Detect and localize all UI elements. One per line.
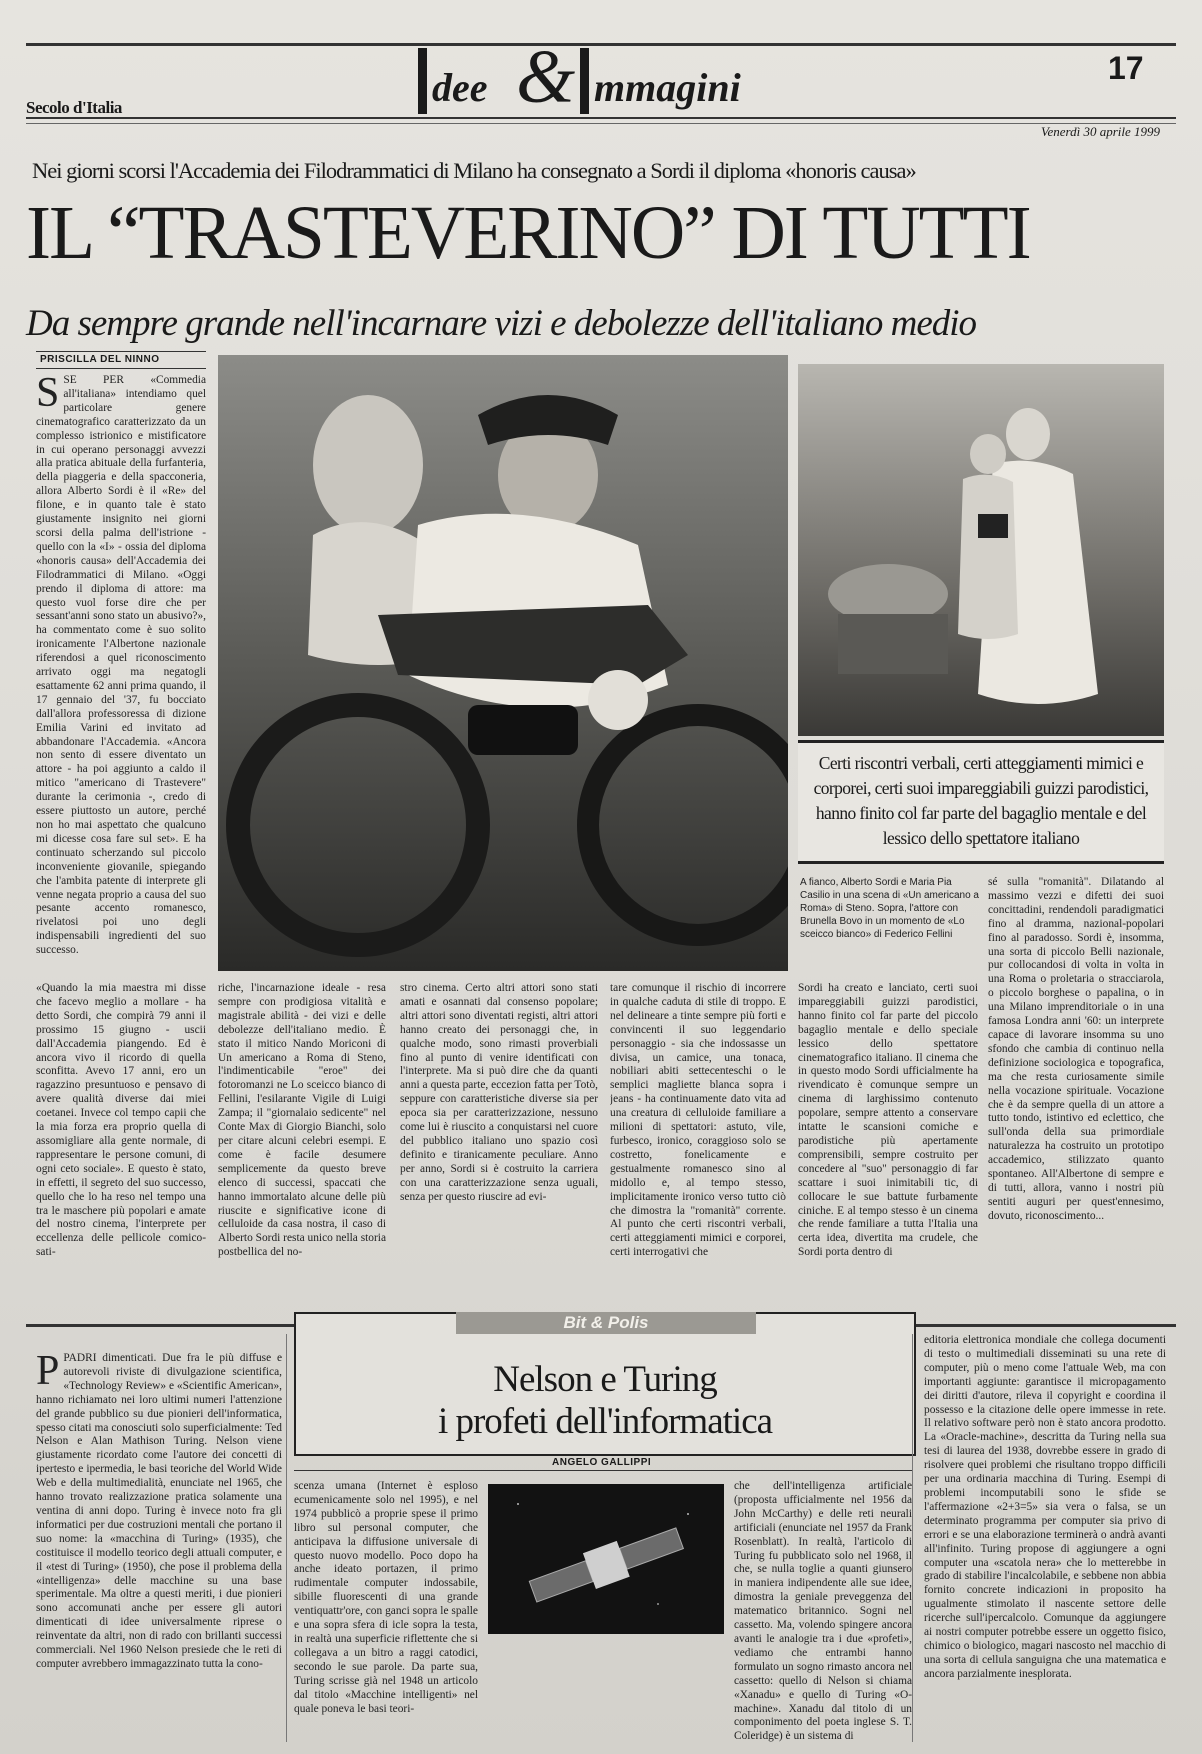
article-subhead: Da sempre grande nell'incarnare vizi e debolezze dell'italiano medio [26,303,977,344]
article-headline: IL “TRASTEVERINO” DI TUTTI [26,191,1030,275]
article-kicker: Nei giorni scorsi l'Accademia dei Filodrammatici di Milano ha consegnato a Sordi il diploma «honoris causa» [32,158,916,183]
sidebar-header-box [294,1312,916,1456]
motorcycle-scene-icon [218,355,788,971]
article-column-7-text: sé sulla "romanità". Dilatando al massimo vezzi e difetti dei suoi concittadini, rendendoli paradigmatici fino al dramma, nazional-popolari fino al paradosso. Sordi è, insomma, una sorta di piccolo Belli nazionale, pur collocandosi di volta in volta in una Roma o proletaria o stracciarola, o piccolo borghese o papalina, o in una Milano imprenditoriale o in una famosa Londra anni '60: un interprete capace di lavorare insomma su uno sfondo che cambia di continuo nella definizione sociologica e topografica, ma che resta curiosamente simile nella vocazione spirituale. Vocazione che è da sempre quella di un attore a tutto tondo, istintivo ed eclettico, che sull'onda della sua primordiale naturalezza ha costruito un prototipo accademico, stilizzato quanto spontaneo. All'Albertone di sempre e di tutti, allora, vanno i nostri più sentiti auguri per quest'ennesimo, dovuto, riconoscimento... [988,876,1164,1222]
section-bar-left [418,48,427,114]
byline-rule-bottom [36,368,206,369]
sidebar-column-3-text: che dell'intelligenza artificiale (proposta ufficialmente nel 1956 da John McCarthy) e delle reti neurali artificiali (enunciate nel 1957 da Frank Rosenblatt). In realtà, l'articolo di Turing fu pubblicato solo nel 1968, il che, se nulla toglie a quanti giunsero in maniera indipendente alle sue idee, dimostra la geniale preveggenza del matematico britannico. Sogni nel cassetto. Ma, volendo spingere ancora avanti le analogie tra i due «profeti», vediamo che entrambi hanno formulato un sogno rimasto ancora nel cassetto: quello di Nelson si chiama «Xanadu» e quello di Turing «O-machine». Xanadu dal titolo di un componimento del poeta inglese S. T. Coleridge) è un sistema di [734,1480,912,1742]
article-column-1 [36,374,206,974]
sidebar-column-3 [734,1480,912,1742]
sidebar-headline-1: Nelson e Turing [493,1359,717,1400]
photo-caption [800,876,980,972]
article-column-3 [218,982,386,1282]
section-bar-right [580,48,589,114]
photo-caption-text: A fianco, Alberto Sordi e Maria Pia Casilio in una scena di «Un americano a Roma» di Steno. Sopra, l'attore con Brunella Bovo in un momento de «Lo sceicco bianco» di Federico Fellini [800,877,979,940]
page-number: 17 [1108,50,1144,86]
article-column-4-text: stro cinema. Certo altri attori sono stati amati e osannati dal consenso popolare; altri attori sono diventati registi, altri attori hanno creato dei personaggi che, in qualche modo, sono rimasti proverbiali fino al punto di venire identificati con l'interprete. Ma si può dire che da quanti anni a questa parte, eccezion fatta per Totò, seppure con caratteristiche diverse sia per epoca sia per caratterizzazione, nessuno come lui è riuscito a conquistarsi nel cuore del pubblico italiano uno spazio così definito e tiranicamente peculiare. Anno per anno, Sordi si è costruito la carriera con una caratterizzazione senza uguali, senza per questo riuscire ad evi- [400,982,598,1203]
dropcap: S [36,374,60,416]
secondary-photo [798,364,1164,736]
sidebar-rubric: Bit & Polis [456,1312,756,1334]
article-column-4 [400,982,598,1282]
byline-rule-top [36,351,206,352]
sidebar-column-4 [924,1334,1166,1742]
article-column-5 [610,982,786,1282]
issue-date: Venerdì 30 aprile 1999 [1040,124,1160,139]
article-column-6-text: Sordi ha creato e lanciato, certi suoi impareggiabili guizzi parodistici, hanno finito col far parte del piccolo bagaglio mentale e dello speciale lessico dello spettatore cinematografico italiano. Il cinema che in questo modo Sordi ufficialmente ha rivendicato è comunque sempre un cinema di larghissimo contenuto popolare, sempre attento a conservare intatte le scansioni comiche e parodistiche più apertamente comprensibili, sempre costruito per concedere al "suo" personaggio di far scattare i suoi inimitabili tic, di collocare le sue battute furbamente ciniche. E al tempo stesso è un cinema che rende familiare a tutta l'Italia una certa idea, divertita ma crudele, che Sordi porta dentro di [798,982,978,1259]
article-column-1-text: SE PER «Commedia all'italiana» intendiamo quel particolare genere cinematografico caratterizzato da un complesso istrionico e mistificatore in cui operano personaggi avvezzi alla pratica abituale della furfanteria, della piaggeria e della spacconeria, allora Alberto Sordi è il «Re» del filone, e in quanto tale è stato giustamente insignito nei giorni scorsi della palma dell'istrione - quello con la «I» - ossia del diploma «honoris causa» dell'Accademia dei Filodrammatici di Milano. «Oggi prendo il diploma di attore: ma questo vuol forse dire che per sessant'anni sono stato un abusivo?», ha commentato come è suo solito ironicamente l'Albertone nazionale riferendosi a quel riconoscimento arrivato oggi ma negatogli esattamente 62 anni prima quando, il 17 gennaio del '37, fu bocciato dall'allora professoressa di dizione Emilia Varini ed invitato ad abbandonare l'Accademia. «Ancora non sento di essere diventato un attore - ha poi aggiunto a caldo il mitico "americano di Trastevere" durante la cerimonia -, credo di essere piuttosto un autore, perché non ho mai aspettato che qualcuno mi dicesse cosa fare sul set». E ha continuato scherzando sul piccolo inconveniente giovanile, spiegando che l'ambita patente di interprete gli venne negata proprio a causa del suo pesante accento romanesco, rivelatosi poi uno degli indispensabili ingredienti del suo successo. [36,374,206,957]
pull-quote: Certi riscontri verbali, certi atteggiamenti mimici e corporei, certi suoi impareggiabili guizzi parodistici, hanno finito col far parte del bagaglio mentale e del lessico dello spettatore italiano [813,753,1149,848]
sidebar-column-1-text: PADRI dimenticati. Due fra le più diffuse e autorevoli riviste di divulgazione scientifica, «Technology Review» e «Scientific American», hanno richiamato nei loro ultimi numeri l'attenzione del grande pubblico su due pionieri dell'informatica, spesso citati ma conosciuti solo superficialmente: Ted Nelson e Alan Mathison Turing. Nelson viene giustamente ricordato come l'autore dei concetti di ipertesto e ipermedia, le basi teoriche del World Wide Web e della multimedialità, enunciate nel 1965, che hanno trovato realizzazione pratica solamente una ventina di anni dopo. Turing è invece noto fra gli informatici per due costruzioni mentali che portano il suo nome: la «macchina di Turing» (1935), che costituisce il modello teorico degli attuali computer, e il «test di Turing» (1950), che pose il problema della «intelligenza» delle macchine su una base sperimentale. Ma oltre a questi meriti, i due pionieri sono accomunati anche per essere gli autori dimenticati di idee universalmente riprese o reinventate da altri, non di rado con brillanti successi commerciali. Nel 1960 Nelson presiede che le reti di computer avrebbero immagazzinato tutta la cono- [36,1352,282,1670]
film-scene-icon [798,364,1164,736]
sidebar-dropcap: P [36,1352,60,1394]
sidebar-headline-2: i profeti dell'informatica [437,1401,773,1442]
sidebar-byline-rule [294,1470,912,1471]
paper-name: Secolo d'Italia [26,98,122,117]
sidebar-column-1 [36,1352,282,1742]
article-column-7 [988,876,1164,1282]
article-column-2 [36,982,206,1282]
article-column-2-text: «Quando la mia maestra mi disse che facevo meglio a mollare - ha detto Sordi, che compirà 79 anni il prossimo 15 giugno - uscii dall'Accademia piangendo. Ed è ancora vivo il ricordo di quella sconfitta. Avevo 17 anni, ero un ragazzino presuntuoso e pensavo di avere qualità diverse dai miei coetanei. Invece col tempo capii che la mia forza era proprio quella di assomigliare alla gente normale, di rappresentare le persone comuni, di ogni ceto sociale». E questo è stato, in effetti, il segreto del suo successo, quello che lo ha reso nel tempo una tra le maschere più popolari e amate del nostro cinema, l'interprete per eccellenza delle pellicole comico-sati- [36,982,206,1259]
sidebar-column-2 [294,1480,478,1742]
article-column-3-text: riche, l'incarnazione ideale - resa sempre con prodigiosa vitalità e magistrale abilità - dei vizi e delle debolezze dell'italiano medio. È stato il mitico Nando Moriconi di Un americano a Roma di Steno, l'indimenticabile "eroe" dei fotoromanzi ne Lo sceicco bianco di Fellini, l'esilarante Vigile di Luigi Zampa; il "giornalaio sedicente" nel Conte Max di Giorgio Bianchi, solo per citare alcuni celebri esempi. E come è facile desumere semplicemente da questo breve elenco di successi, spaccati che hanno immortalato alcune delle più riuscite e significative icone di celluloide da casa nostra, il caso di Alberto Sordi resta unico nella storia postbellica del no- [218,982,386,1259]
sidebar-column-rule [912,1334,913,1742]
sidebar-byline: ANGELO GALLIPPI [552,1457,652,1468]
article-byline: PRISCILLA DEL NINNO [40,354,160,365]
article-column-6 [798,982,978,1282]
sidebar-column-2-text: scenza umana (Internet è esploso ecumenicamente solo nel 1995), e nel 1974 pubblicò a proprie spese il primo libro sul personal computer, che anticipava la diffusione universale di questo nuovo modello. Poco dopo ha anche ideato portazen, il primo rudimentale computer indossabile, sibille fluorescenti di una grande ventiquattr'ore, con ganci sopra le spalle e una sopra sfera di icle sopra la testa, in realtà una superficie riflettente che si collegava a un bitro a raggi catodici, secondo le sue parole. Da parte sua, Turing scrisse già nel 1948 un articolo dal titolo «Macchine intelligenti» nel quale poneva le basi teori- [294,1480,478,1715]
article-column-5-text: tare comunque il rischio di incorrere in qualche caduta di stile di troppo. E nel delineare a tinte sempre più forti e convincenti il suo leggendario personaggio - sia che indossasse un divisa, un camice, una tonaca, nobiliari abiti settecenteschi o le semplici magliette blanca sopra i jeans - ha continuamente dato vita ad una creatura di celluloide familiare a milioni di spettatori: astuto, vile, furbesco, ironico, coraggioso solo se costretto, fonelicamente e gestualmente romanesco sino al midollo e, al tempo stesso, implicitamente ironico verso tutto ciò che dimostra la "romanità" corrente. Al punto che certi riscontri verbali, certi atteggiamenti mimici e corporei, certi interrogativi che [610,982,786,1259]
satellite-icon [488,1484,724,1634]
section-word-1: dee [432,65,488,110]
sidebar-column-rule-left [286,1334,287,1742]
satellite-photo [488,1484,724,1634]
section-word-2: mmagini [594,65,741,110]
pull-quote-box [798,740,1164,864]
section-ampersand: & [516,35,576,119]
sidebar-column-4-text: editoria elettronica mondiale che collega documenti di testo o multimediali disseminati su una rete di computer, più o meno come l'attuale Web, ma con importanti aggiunte: garantisce il micropagamento dei diritti d'autore, rileva il copyright e coordina il possesso e la citazione delle opere immesse in rete. Il relativo software però non è stato ancora prodotto. La «Oracle-machine», descritta da Turing nella sua tesi di laurea del 1938, dovrebbe essere in grado di risolvere quei problemi che risultano troppo difficili per una ordinaria macchina di Turing. Esempi di problemi incomputabili sono le sfide se l'affermazione «2+3=5» sia vera o falsa, se un determinato programma per computer sia privo di errori e se una elaborazione terminerà o andrà avanti all'infinito. Turing propose di aggiungere a ogni computer una «scatola nera» che lo metterebbe in grado di stabilire l'incalcolabile, e sebbene non abbia fornito concrete indicazioni in proposito ha ugualmente stimolato il nascente settore delle ricerche sull'ipercalcolo. Comunque da aggiungere ai nostri computer potrebbe essere un oggetto fisico, chimico o biologico, magari nascosto nel macchio di una sorta di cellula sanguigna che una matematica e ancora parzialmente inesplorata. [924,1334,1166,1680]
main-photo [218,355,788,971]
section-title [418,35,778,119]
